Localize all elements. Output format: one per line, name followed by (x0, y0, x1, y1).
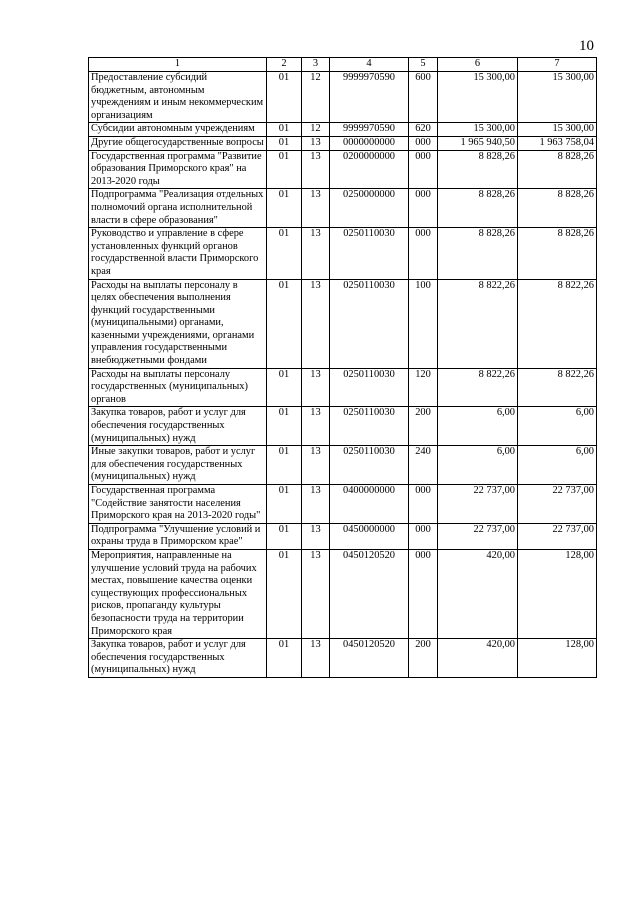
amount-year1-cell: 8 828,26 (438, 189, 518, 228)
table-row (89, 136, 597, 150)
expense-type-cell: 620 (409, 123, 438, 137)
target-article-cell: 0200000000 (330, 150, 409, 189)
section-code-cell: 01 (267, 549, 302, 638)
amount-year1-cell: 420,00 (438, 639, 518, 678)
section-code-cell: 01 (267, 446, 302, 485)
column-header: 2 (267, 58, 302, 72)
row-name-cell: Предоставление субсидий бюджетным, автономным учреждениям и иным некоммерческим организациям (89, 72, 267, 123)
amount-year2-cell: 22 737,00 (518, 523, 597, 549)
subsection-code-cell: 13 (302, 523, 330, 549)
row-name-cell: Государственная программа "Содействие занятости населения Приморского края на 2013-2020 годы" (89, 485, 267, 524)
amount-year1-cell: 6,00 (438, 407, 518, 446)
subsection-code-cell: 13 (302, 407, 330, 446)
row-name-cell: Другие общегосударственные вопросы (89, 136, 267, 150)
table-row (89, 639, 597, 678)
amount-year2-cell: 8 828,26 (518, 228, 597, 279)
expense-type-cell: 100 (409, 279, 438, 368)
table-row (89, 485, 597, 524)
amount-year1-cell: 8 822,26 (438, 368, 518, 407)
table-row (89, 189, 597, 228)
section-code-cell: 01 (267, 72, 302, 123)
amount-year2-cell: 15 300,00 (518, 72, 597, 123)
expense-type-cell: 600 (409, 72, 438, 123)
target-article-cell: 9999970590 (330, 72, 409, 123)
amount-year1-cell: 8 828,26 (438, 228, 518, 279)
subsection-code-cell: 13 (302, 279, 330, 368)
section-code-cell: 01 (267, 368, 302, 407)
table-row (89, 150, 597, 189)
amount-year1-cell: 22 737,00 (438, 523, 518, 549)
section-code-cell: 01 (267, 279, 302, 368)
column-header: 1 (89, 58, 267, 72)
table-row (89, 368, 597, 407)
row-name-cell: Расходы на выплаты персоналу государственных (муниципальных) органов (89, 368, 267, 407)
amount-year2-cell: 6,00 (518, 446, 597, 485)
budget-table (88, 57, 597, 678)
row-name-cell: Закупка товаров, работ и услуг для обеспечения государственных (муниципальных) нужд (89, 407, 267, 446)
amount-year1-cell: 15 300,00 (438, 123, 518, 137)
target-article-cell: 0450000000 (330, 523, 409, 549)
target-article-cell: 0450120520 (330, 639, 409, 678)
target-article-cell: 0250110030 (330, 368, 409, 407)
expense-type-cell: 000 (409, 228, 438, 279)
subsection-code-cell: 13 (302, 549, 330, 638)
section-code-cell: 01 (267, 123, 302, 137)
target-article-cell: 0400000000 (330, 485, 409, 524)
subsection-code-cell: 13 (302, 136, 330, 150)
amount-year2-cell: 6,00 (518, 407, 597, 446)
amount-year2-cell: 22 737,00 (518, 485, 597, 524)
amount-year2-cell: 128,00 (518, 549, 597, 638)
section-code-cell: 01 (267, 523, 302, 549)
expense-type-cell: 000 (409, 485, 438, 524)
subsection-code-cell: 13 (302, 485, 330, 524)
section-code-cell: 01 (267, 407, 302, 446)
row-name-cell: Государственная программа "Развитие образования Приморского края" на 2013-2020 годы (89, 150, 267, 189)
row-name-cell: Подпрограмма "Улучшение условий и охраны труда в Приморском крае" (89, 523, 267, 549)
target-article-cell: 0250000000 (330, 189, 409, 228)
table-row (89, 407, 597, 446)
subsection-code-cell: 13 (302, 368, 330, 407)
section-code-cell: 01 (267, 136, 302, 150)
expense-type-cell: 000 (409, 136, 438, 150)
expense-type-cell: 000 (409, 523, 438, 549)
page-number: 10 (579, 38, 594, 54)
target-article-cell: 0250110030 (330, 407, 409, 446)
target-article-cell: 0250110030 (330, 228, 409, 279)
amount-year2-cell: 8 822,26 (518, 279, 597, 368)
subsection-code-cell: 13 (302, 446, 330, 485)
table-header-row (89, 58, 597, 72)
row-name-cell: Подпрограмма "Реализация отдельных полномочий органа исполнительной власти в сфере образования" (89, 189, 267, 228)
expense-type-cell: 120 (409, 368, 438, 407)
expense-type-cell: 000 (409, 150, 438, 189)
column-header: 7 (518, 58, 597, 72)
subsection-code-cell: 13 (302, 150, 330, 189)
section-code-cell: 01 (267, 189, 302, 228)
target-article-cell: 0250110030 (330, 279, 409, 368)
row-name-cell: Руководство и управление в сфере установленных функций органов государственной власти Приморского края (89, 228, 267, 279)
target-article-cell: 9999970590 (330, 123, 409, 137)
row-name-cell: Субсидии автономным учреждениям (89, 123, 267, 137)
row-name-cell: Мероприятия, направленные на улучшение условий труда на рабочих местах, повышение качества оценки существующих профессиональных рисков, пропаганду культуры безопасности труда на территории Приморского края (89, 549, 267, 638)
subsection-code-cell: 12 (302, 72, 330, 123)
expense-type-cell: 000 (409, 189, 438, 228)
subsection-code-cell: 13 (302, 189, 330, 228)
table-row (89, 72, 597, 123)
subsection-code-cell: 12 (302, 123, 330, 137)
expense-type-cell: 200 (409, 407, 438, 446)
table-row (89, 228, 597, 279)
table-body (89, 72, 597, 678)
expense-type-cell: 000 (409, 549, 438, 638)
row-name-cell: Иные закупки товаров, работ и услуг для обеспечения государственных (муниципальных) нужд (89, 446, 267, 485)
amount-year2-cell: 8 828,26 (518, 150, 597, 189)
column-header: 3 (302, 58, 330, 72)
section-code-cell: 01 (267, 228, 302, 279)
section-code-cell: 01 (267, 485, 302, 524)
amount-year2-cell: 8 822,26 (518, 368, 597, 407)
amount-year1-cell: 420,00 (438, 549, 518, 638)
table-row (89, 279, 597, 368)
subsection-code-cell: 13 (302, 228, 330, 279)
table-row (89, 446, 597, 485)
expense-type-cell: 200 (409, 639, 438, 678)
amount-year1-cell: 6,00 (438, 446, 518, 485)
table-row (89, 123, 597, 137)
target-article-cell: 0250110030 (330, 446, 409, 485)
table-row (89, 549, 597, 638)
amount-year1-cell: 8 828,26 (438, 150, 518, 189)
target-article-cell: 0000000000 (330, 136, 409, 150)
section-code-cell: 01 (267, 150, 302, 189)
subsection-code-cell: 13 (302, 639, 330, 678)
amount-year1-cell: 8 822,26 (438, 279, 518, 368)
target-article-cell: 0450120520 (330, 549, 409, 638)
table-row (89, 523, 597, 549)
column-header: 5 (409, 58, 438, 72)
amount-year2-cell: 15 300,00 (518, 123, 597, 137)
section-code-cell: 01 (267, 639, 302, 678)
expense-type-cell: 240 (409, 446, 438, 485)
amount-year2-cell: 1 963 758,04 (518, 136, 597, 150)
column-header: 4 (330, 58, 409, 72)
amount-year1-cell: 15 300,00 (438, 72, 518, 123)
amount-year2-cell: 8 828,26 (518, 189, 597, 228)
column-header: 6 (438, 58, 518, 72)
amount-year1-cell: 1 965 940,50 (438, 136, 518, 150)
row-name-cell: Расходы на выплаты персоналу в целях обеспечения выполнения функций государственными (муниципальными) органами, казенными учреждениями, органами управления государственными внебюджетными фондами (89, 279, 267, 368)
amount-year1-cell: 22 737,00 (438, 485, 518, 524)
row-name-cell: Закупка товаров, работ и услуг для обеспечения государственных (муниципальных) нужд (89, 639, 267, 678)
amount-year2-cell: 128,00 (518, 639, 597, 678)
